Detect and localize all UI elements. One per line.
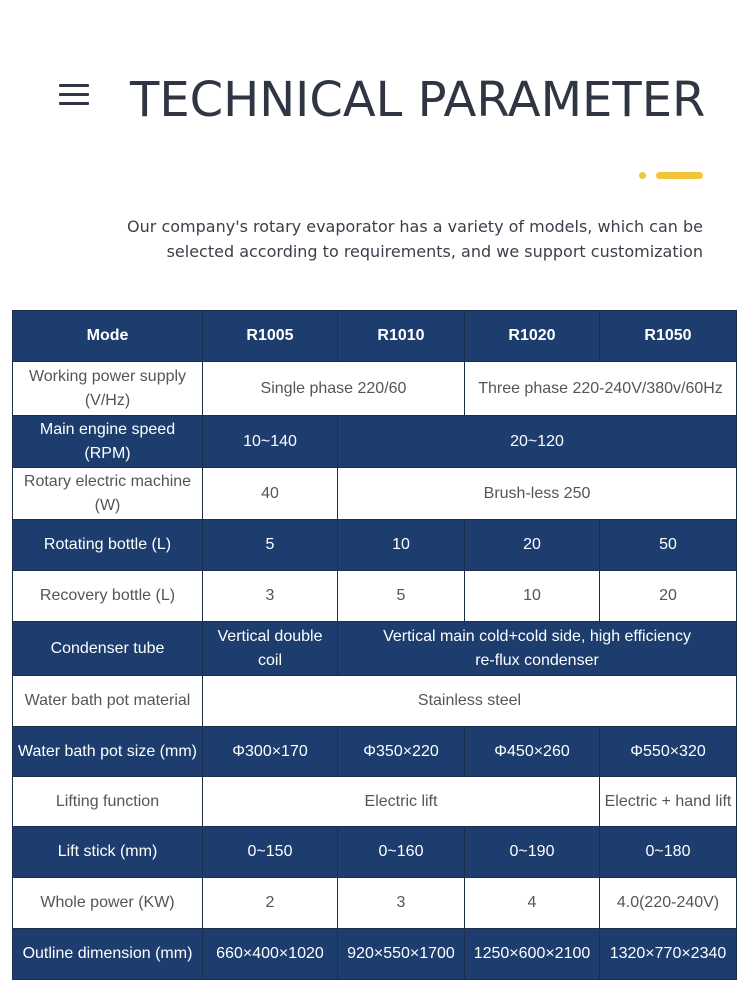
- cell-value: Φ450×260: [465, 727, 600, 777]
- row-label: Main engine speed (RPM): [13, 416, 203, 468]
- cell-value: 20: [465, 520, 600, 571]
- row-label: Whole power (KW): [13, 878, 203, 929]
- cell-three-phase: Three phase 220-240V/380v/60Hz: [465, 362, 737, 416]
- row-label: Condenser tube: [13, 622, 203, 676]
- table-row-power-supply: [13, 362, 737, 416]
- row-label: Working power supply (V/Hz): [13, 362, 203, 416]
- cell-value: 4: [465, 878, 600, 929]
- cell-value: 4.0(220-240V): [600, 878, 737, 929]
- table-row-lifting: [13, 777, 737, 827]
- cell-value: Φ550×320: [600, 727, 737, 777]
- menu-bar-top: [59, 84, 89, 87]
- header-r1010: R1010: [338, 311, 465, 362]
- cell-value: 3: [338, 878, 465, 929]
- cell-value: 0~190: [465, 827, 600, 878]
- cell-value: 20: [600, 571, 737, 622]
- row-label: Rotary electric machine (W): [13, 468, 203, 520]
- cell-value: 1320×770×2340: [600, 929, 737, 980]
- row-label: Lift stick (mm): [13, 827, 203, 878]
- cell-value: 2: [203, 878, 338, 929]
- table-row-lift-stick: [13, 827, 737, 878]
- cell-value: Φ350×220: [338, 727, 465, 777]
- cell-value: Stainless steel: [203, 676, 737, 727]
- cell-value: 1250×600×2100: [465, 929, 600, 980]
- menu-bar-bottom: [59, 102, 89, 105]
- menu-bar-middle: [59, 93, 89, 96]
- cell-value: 3: [203, 571, 338, 622]
- cell-value: 0~180: [600, 827, 737, 878]
- cell-value: 0~160: [338, 827, 465, 878]
- header-r1050: R1050: [600, 311, 737, 362]
- table-row-bath-material: [13, 676, 737, 727]
- table-row-outline: [13, 929, 737, 980]
- cell-value: 660×400×1020: [203, 929, 338, 980]
- row-label: Water bath pot material: [13, 676, 203, 727]
- table-header-row: [13, 311, 737, 362]
- cell-value: Vertical double coil: [203, 622, 338, 676]
- hamburger-menu-icon[interactable]: [59, 84, 89, 104]
- table-row-engine-speed: [13, 416, 737, 468]
- row-label: Recovery bottle (L): [13, 571, 203, 622]
- cell-value: 10: [465, 571, 600, 622]
- header-r1005: R1005: [203, 311, 338, 362]
- cell-value: 920×550×1700: [338, 929, 465, 980]
- row-label: Rotating bottle (L): [13, 520, 203, 571]
- table-row-recovery-bottle: [13, 571, 737, 622]
- header-r1020: R1020: [465, 311, 600, 362]
- row-label: Water bath pot size (mm): [13, 727, 203, 777]
- cell-value: 5: [203, 520, 338, 571]
- cell-value: 20~120: [338, 416, 737, 468]
- table-row-rotary-motor: [13, 468, 737, 520]
- page-title: TECHNICAL PARAMETER: [130, 72, 706, 128]
- header-mode: Mode: [13, 311, 203, 362]
- cell-value: 10: [338, 520, 465, 571]
- cell-value: 50: [600, 520, 737, 571]
- cell-value: Brush-less 250: [338, 468, 737, 520]
- table-row-bath-size: [13, 727, 737, 777]
- row-label: Lifting function: [13, 777, 203, 827]
- cell-value: Electric + hand lift: [600, 777, 737, 827]
- intro-line-1: Our company's rotary evaporator has a variety of models, which can be: [127, 217, 703, 236]
- technical-parameter-table: [12, 310, 737, 980]
- intro-text: [100, 214, 703, 264]
- row-label: Outline dimension (mm): [13, 929, 203, 980]
- cell-value: Electric lift: [203, 777, 600, 827]
- table-row-rotating-bottle: [13, 520, 737, 571]
- cell-value: Φ300×170: [203, 727, 338, 777]
- intro-line-2: selected according to requirements, and we support customization: [166, 242, 703, 261]
- table-row-condenser-tube: [13, 622, 737, 676]
- accent-bar: [656, 172, 703, 179]
- cell-value: 0~150: [203, 827, 338, 878]
- cell-single-phase: Single phase 220/60: [203, 362, 465, 416]
- cell-value: 40: [203, 468, 338, 520]
- accent-dot: [639, 172, 646, 179]
- cell-value: 5: [338, 571, 465, 622]
- cell-value: Vertical main cold+cold side, high efficiency re-flux condenser: [338, 622, 737, 676]
- table-row-whole-power: [13, 878, 737, 929]
- cell-value: 10~140: [203, 416, 338, 468]
